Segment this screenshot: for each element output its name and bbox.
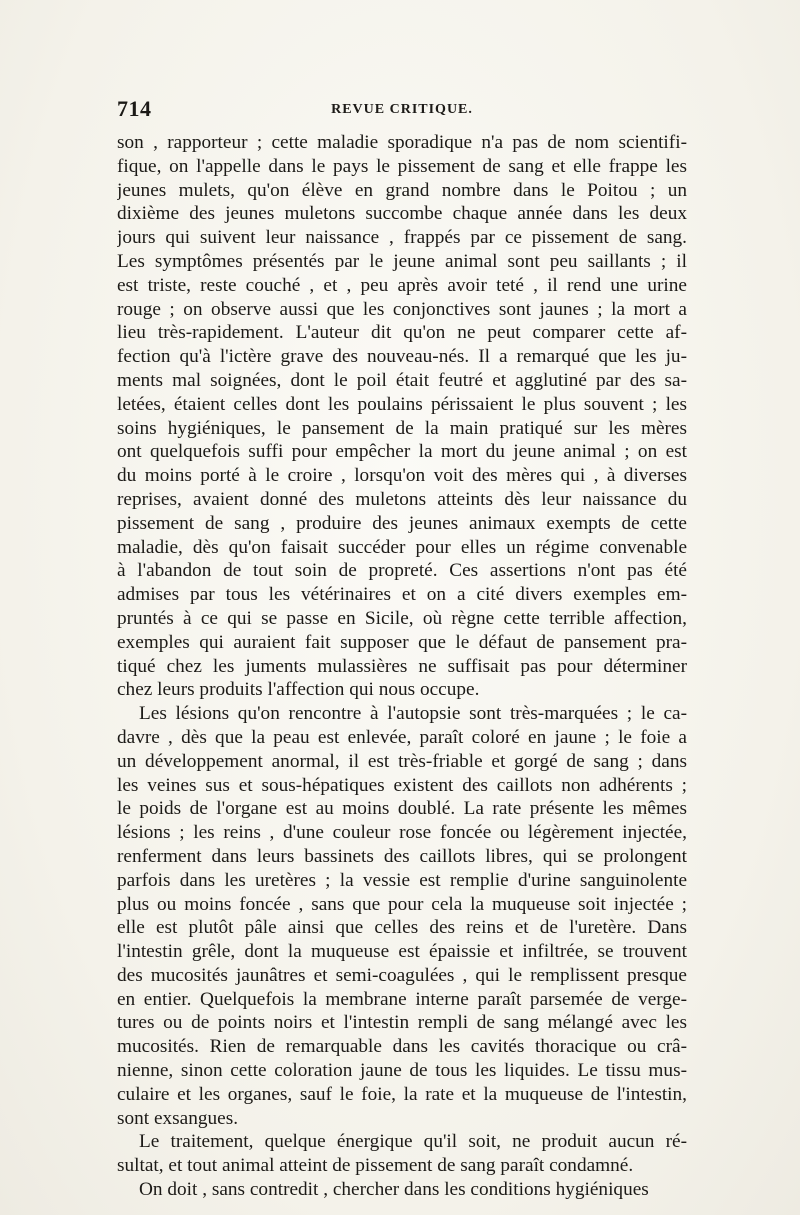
text-line: l'intestin grêle, dont la muqueuse est épaissie et infiltrée, se trouvent: [117, 941, 687, 963]
text-line: plus ou moins foncée , sans que pour cela la muqueuse soit injectée ;: [117, 893, 687, 915]
text-line: letées, étaient celles dont les poulains périssaient le plus souvent ; les: [117, 393, 687, 415]
text-line: maladie, dès qu'on faisait succéder pour elles un régime convenable: [117, 536, 687, 558]
text-line: jours qui suivent leur naissance , frappés par ce pissement de sang.: [117, 227, 687, 249]
page-number: 714: [117, 96, 152, 121]
text-line: lieu très-rapidement. L'auteur dit qu'on ne peut comparer cette af-: [117, 322, 687, 344]
text-line: soins hygiéniques, le pansement de la main pratiqué sur les mères: [117, 417, 687, 439]
text-line: son , rapporteur ; cette maladie sporadique n'a pas de nom scientifi-: [117, 132, 687, 153]
text-line: tures ou de points noirs et l'intestin rempli de sang mélangé avec les: [117, 1012, 687, 1034]
text-line: dixième des jeunes muletons succombe chaque année dans les deux: [117, 203, 687, 225]
text-line: du moins porté à le croire , lorsqu'on voit des mères qui , à diverses: [117, 465, 687, 487]
text-line: chez leurs produits l'affection qui nous occupe.: [117, 679, 480, 701]
text-line: des mucosités jaunâtres et semi-coagulées , qui le remplissent presque: [117, 964, 687, 986]
text-line: fection qu'à l'ictère grave des nouveau-nés. Il a remarqué que les ju-: [117, 346, 687, 368]
text-line: rouge ; on observe aussi que les conjonctives sont jaunes ; la mort a: [117, 298, 687, 320]
text-line: en entier. Quelquefois la membrane interne paraît parsemée de verge-: [117, 988, 687, 1010]
page-header: [117, 96, 687, 124]
text-line: les veines sus et sous-hépatiques existent des caillots non adhérents ;: [117, 774, 687, 796]
body-text: [117, 131, 687, 1202]
text-line: sultat, et tout animal atteint de pissement de sang paraît condamné.: [117, 1155, 634, 1177]
text-line: culaire et les organes, sauf le foie, la rate et la muqueuse de l'intestin,: [117, 1083, 687, 1105]
text-line: pissement de sang , produire des jeunes animaux exempts de cette: [117, 512, 687, 534]
text-line: à l'abandon de tout soin de propreté. Ces assertions n'ont pas été: [117, 560, 687, 582]
text-line: nienne, sinon cette coloration jaune de tous les liquides. Le tissu mus-: [117, 1060, 687, 1082]
text-line: exemples qui auraient fait supposer que le défaut de pansement pra-: [117, 631, 687, 653]
text-line: renferment dans leurs bassinets des caillots libres, qui se prolongent: [117, 845, 687, 867]
running-head: REVUE CRITIQUE.: [331, 102, 473, 117]
text-line: est triste, reste couché , et , peu après avoir teté , il rend une urine: [117, 274, 687, 296]
text-line: fique, on l'appelle dans le pays le pissement de sang et elle frappe les: [117, 155, 687, 177]
text-line: On doit , sans contredit , chercher dans les conditions hygiéniques: [139, 1179, 649, 1201]
text-line: jeunes mulets, qu'on élève en grand nombre dans le Poitou ; un: [117, 179, 687, 201]
text-line: un développement anormal, il est très-friable et gorgé de sang ; dans: [117, 750, 687, 772]
text-line: Les lésions qu'on rencontre à l'autopsie sont très-marquées ; le ca-: [139, 703, 687, 725]
text-line: lésions ; les reins , d'une couleur rose foncée ou légèrement injectée,: [117, 822, 687, 844]
text-line: pruntés à ce qui se passe en Sicile, où règne cette terrible affection,: [117, 607, 687, 629]
text-line: parfois dans les uretères ; la vessie est remplie d'urine sanguinolente: [117, 869, 687, 891]
text-line: davre , dès que la peau est enlevée, paraît coloré en jaune ; le foie a: [117, 726, 687, 748]
text-line: reprises, avaient donné des muletons atteints dès leur naissance du: [117, 488, 687, 510]
text-line: elle est plutôt pâle ainsi que celles des reins et de l'uretère. Dans: [117, 917, 687, 939]
text-line: ont quelquefois suffi pour empêcher la mort du jeune animal ; on est: [117, 441, 687, 463]
text-line: tiqué chez les juments mulassières ne suffisait pas pour déterminer: [117, 655, 687, 677]
text-line: le poids de l'organe est au moins doublé. La rate présente les mêmes: [117, 798, 687, 820]
text-line: ments mal soignées, dont le poil était feutré et agglutiné par des sa-: [117, 369, 687, 391]
text-line: sont exsangues.: [117, 1107, 239, 1129]
text-line: mucosités. Rien de remarquable dans les cavités thoracique ou crâ-: [117, 1036, 687, 1058]
text-line: Le traitement, quelque énergique qu'il soit, ne produit aucun ré-: [139, 1131, 687, 1153]
text-line: admises par tous les vétérinaires et on a cité divers exemples em-: [117, 584, 687, 606]
text-line: Les symptômes présentés par le jeune animal sont peu saillants ; il: [117, 250, 687, 272]
